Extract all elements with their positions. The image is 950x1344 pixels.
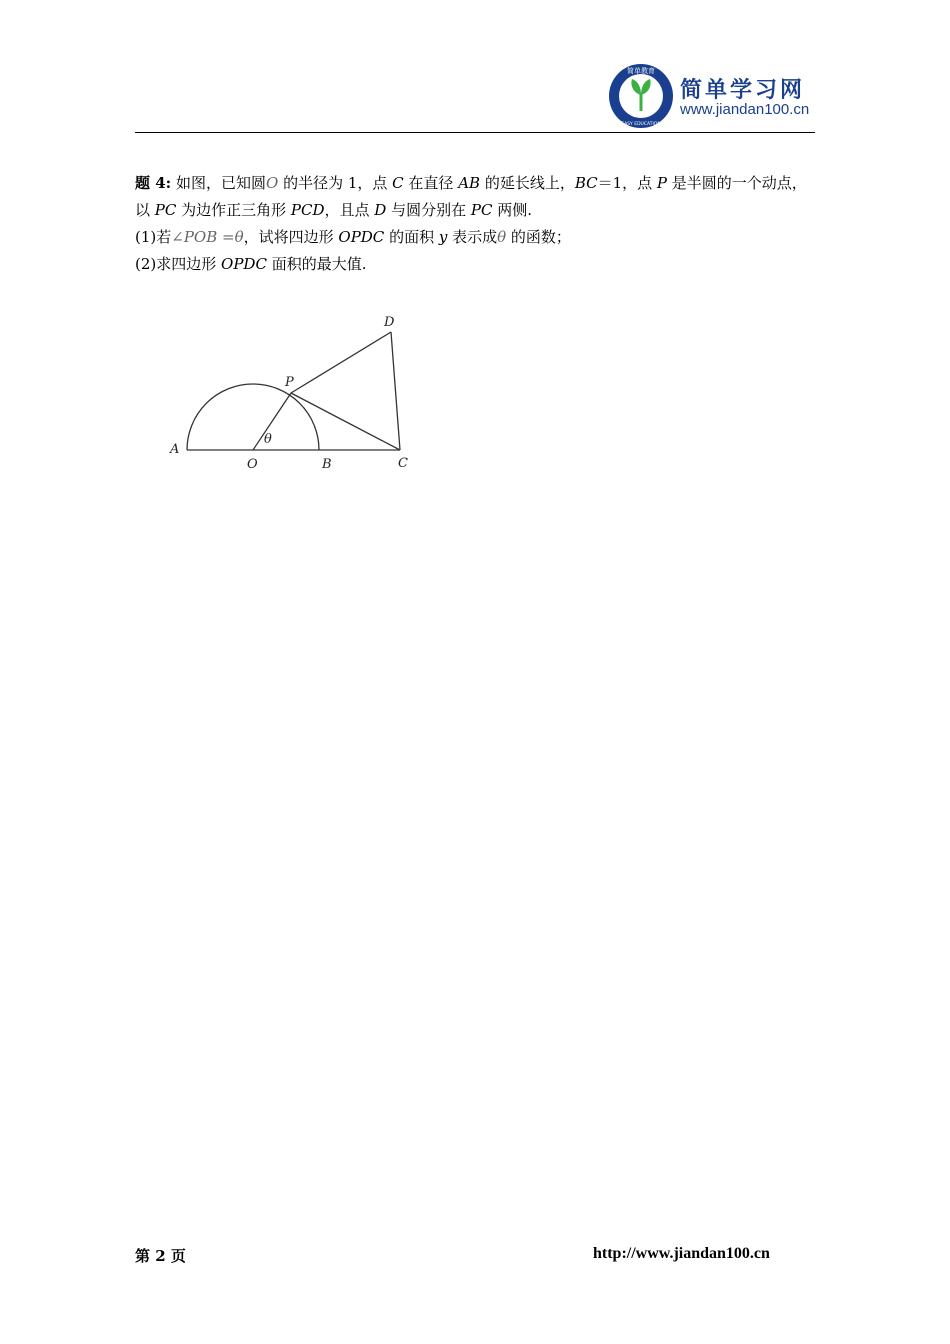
geometry-diagram [160, 305, 420, 485]
label-o: O [247, 457, 258, 472]
segment-pc: PC [154, 201, 177, 219]
page-header [135, 55, 815, 135]
text-run: 是半圆的一个动点， [667, 174, 807, 192]
problem-text [135, 170, 825, 278]
label-c: C [398, 456, 408, 471]
problem-label: 题 4: [135, 174, 172, 192]
segment-pc-line [291, 393, 400, 450]
var-theta: θ [497, 228, 507, 246]
segment-op [253, 393, 291, 450]
text-run: ＝1，点 [597, 174, 657, 192]
var-y: y [438, 228, 448, 246]
segment-pc: PC [470, 201, 493, 219]
label-p: P [285, 375, 294, 390]
angle-formula: ∠POB =θ [171, 228, 244, 246]
text-run: ，且点 [324, 201, 375, 219]
problem-part-1 [135, 224, 825, 251]
text-run: 如图，已知圆 [171, 174, 266, 192]
label-d: D [384, 315, 395, 330]
logo-badge [608, 63, 674, 129]
quad-opdc: OPDC [338, 228, 385, 246]
segment-pd [291, 332, 391, 393]
segment-ab: AB [458, 174, 481, 192]
label-b: B [322, 457, 332, 472]
problem-line-2 [135, 197, 825, 224]
text-run: 的半径为 1，点 [278, 174, 393, 192]
quad-opdc: OPDC [221, 255, 267, 273]
text-run: 两侧. [492, 201, 532, 219]
text-run: 的函数； [506, 228, 571, 246]
text-run: 以 [135, 201, 155, 219]
point-d: D [374, 201, 387, 219]
text-run: 的面积 [384, 228, 439, 246]
problem-line-1 [135, 170, 825, 197]
label-a: A [170, 442, 180, 457]
text-run: 为边作正三角形 [176, 201, 291, 219]
badge-text-bottom: EASY EDUCATION [621, 122, 661, 127]
text-run: 的延长线上， [480, 174, 575, 192]
semicircle-arc [187, 384, 319, 450]
badge-text-top: 简单教育 [627, 67, 655, 75]
text-run: 在直径 [403, 174, 459, 192]
circle-o-symbol: O [265, 174, 279, 192]
site-name: 简单学习网 [680, 78, 806, 103]
text-run: (1)若 [135, 228, 172, 246]
page-number: 第 2 页 [135, 1247, 186, 1265]
segment-bc: BC [574, 174, 598, 192]
text-run: (2)求四边形 [135, 255, 222, 273]
geometry-figure [160, 305, 420, 485]
footer-url: http://www.jiandan100.cn [593, 1245, 770, 1262]
text-run: ，试将四边形 [243, 228, 339, 246]
segment-dc [391, 332, 400, 450]
label-theta: θ [264, 432, 272, 447]
text-run: 表示成 [447, 228, 498, 246]
problem-part-2 [135, 251, 825, 278]
site-url: www.jiandan100.cn [680, 101, 810, 118]
sprout-logo-icon [608, 63, 674, 129]
triangle-pcd: PCD [290, 201, 325, 219]
header-divider [135, 132, 815, 133]
point-p: P [656, 174, 668, 192]
text-run: 面积的最大值. [266, 255, 367, 273]
point-c: C [392, 174, 404, 192]
text-run: 与圆分别在 [386, 201, 471, 219]
